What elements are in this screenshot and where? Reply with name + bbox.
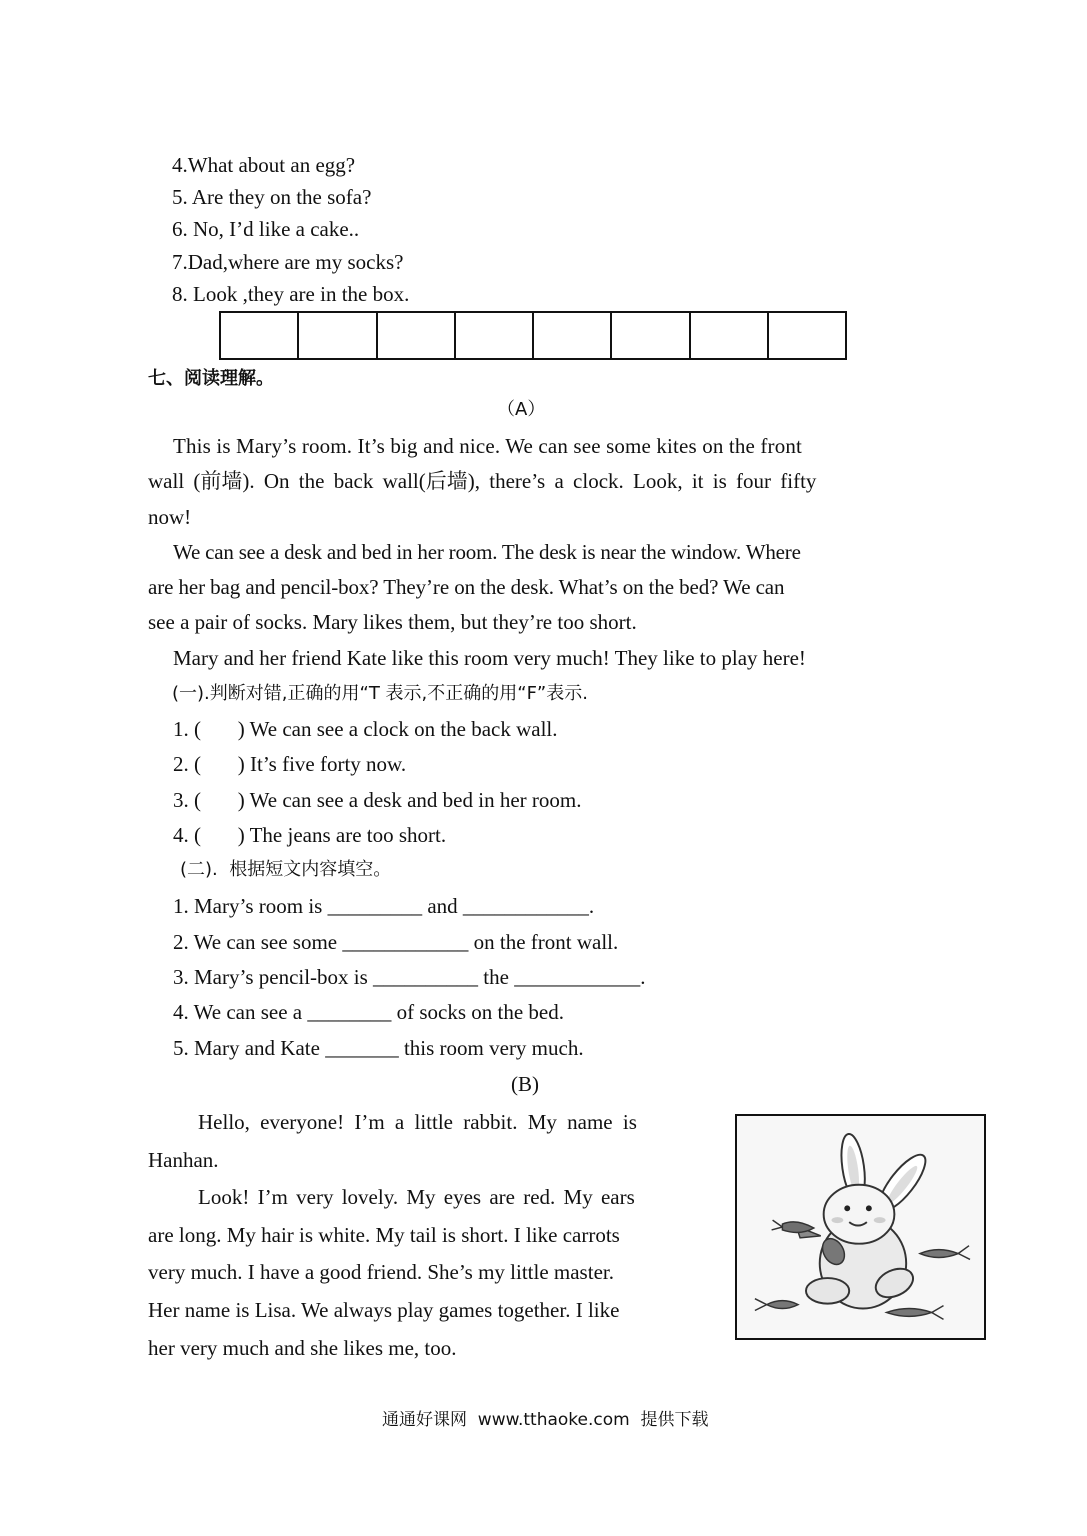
- part1-instruction: (一).判断对错,正确的用“T 表示,不正确的用“F”表示.: [172, 683, 588, 704]
- ordering-line-4: 4.What about an egg?: [172, 153, 356, 177]
- true-false-item: 1. ( ) We can see a clock on the back wall.: [173, 717, 558, 741]
- answer-box[interactable]: [769, 313, 845, 358]
- part2-instruction: (二). 根据短文内容填空。: [180, 859, 392, 880]
- passage-b-line: very much. I have a good friend. She’s my little master.: [148, 1260, 614, 1284]
- fill-blank-item: 4. We can see a ________ of socks on the bed.: [173, 1000, 564, 1024]
- section-heading: 七、阅读理解。: [148, 368, 274, 389]
- answer-box[interactable]: [691, 313, 769, 358]
- answer-box[interactable]: [534, 313, 612, 358]
- passage-b-line: Her name is Lisa. We always play games together. I like: [148, 1298, 620, 1322]
- passage-b-line: her very much and she likes me, too.: [148, 1336, 457, 1360]
- passage-a-label: （A）: [497, 399, 546, 420]
- fill-blank-item: 3. Mary’s pencil-box is __________ the ____________.: [173, 965, 646, 989]
- rabbit-with-carrots-icon: [737, 1116, 984, 1338]
- passage-b-label: (B): [511, 1072, 539, 1096]
- fill-blank-item: 5. Mary and Kate _______ this room very much.: [173, 1036, 584, 1060]
- passage-b-line: Hello, everyone! I’m a little rabbit. My name is: [198, 1110, 637, 1134]
- page-footer: 通通好课网 www.tthaoke.com 提供下载: [382, 1410, 709, 1430]
- passage-a-line: are her bag and pencil-box? They’re on the desk. What’s on the bed? We can: [148, 575, 785, 599]
- rabbit-illustration: [735, 1114, 986, 1340]
- answer-box[interactable]: [456, 313, 534, 358]
- ordering-line-8: 8. Look ,they are in the box.: [172, 282, 410, 306]
- answer-box[interactable]: [299, 313, 377, 358]
- passage-a-line: wall (前墙). On the back wall(后墙), there’s a clock. Look, it is four fifty: [148, 469, 817, 493]
- passage-b-line: Hanhan.: [148, 1148, 219, 1172]
- ordering-line-5: 5. Are they on the sofa?: [172, 185, 372, 209]
- answer-box[interactable]: [612, 313, 690, 358]
- passage-a-line: We can see a desk and bed in her room. The desk is near the window. Where: [173, 540, 801, 564]
- passage-a-line: This is Mary’s room. It’s big and nice. We can see some kites on the front: [173, 434, 802, 458]
- ordering-line-7: 7.Dad,where are my socks?: [172, 250, 404, 274]
- fill-blank-item: 2. We can see some ____________ on the front wall.: [173, 930, 619, 954]
- fill-blank-item: 1. Mary’s room is _________ and ____________.: [173, 894, 595, 918]
- passage-b-line: are long. My hair is white. My tail is short. I like carrots: [148, 1223, 620, 1247]
- answer-box[interactable]: [221, 313, 299, 358]
- true-false-item: 2. ( ) It’s five forty now.: [173, 752, 407, 776]
- passage-a-line: see a pair of socks. Mary likes them, but they’re too short.: [148, 610, 637, 634]
- passage-b-line: Look! I’m very lovely. My eyes are red. My ears: [198, 1185, 635, 1209]
- true-false-item: 4. ( ) The jeans are too short.: [173, 823, 447, 847]
- true-false-item: 3. ( ) We can see a desk and bed in her room.: [173, 788, 582, 812]
- ordering-line-6: 6. No, I’d like a cake..: [172, 217, 360, 241]
- answer-grid: [219, 311, 847, 360]
- answer-box[interactable]: [378, 313, 456, 358]
- passage-a-line: now!: [148, 505, 192, 529]
- passage-a-line: Mary and her friend Kate like this room very much! They like to play here!: [173, 646, 806, 670]
